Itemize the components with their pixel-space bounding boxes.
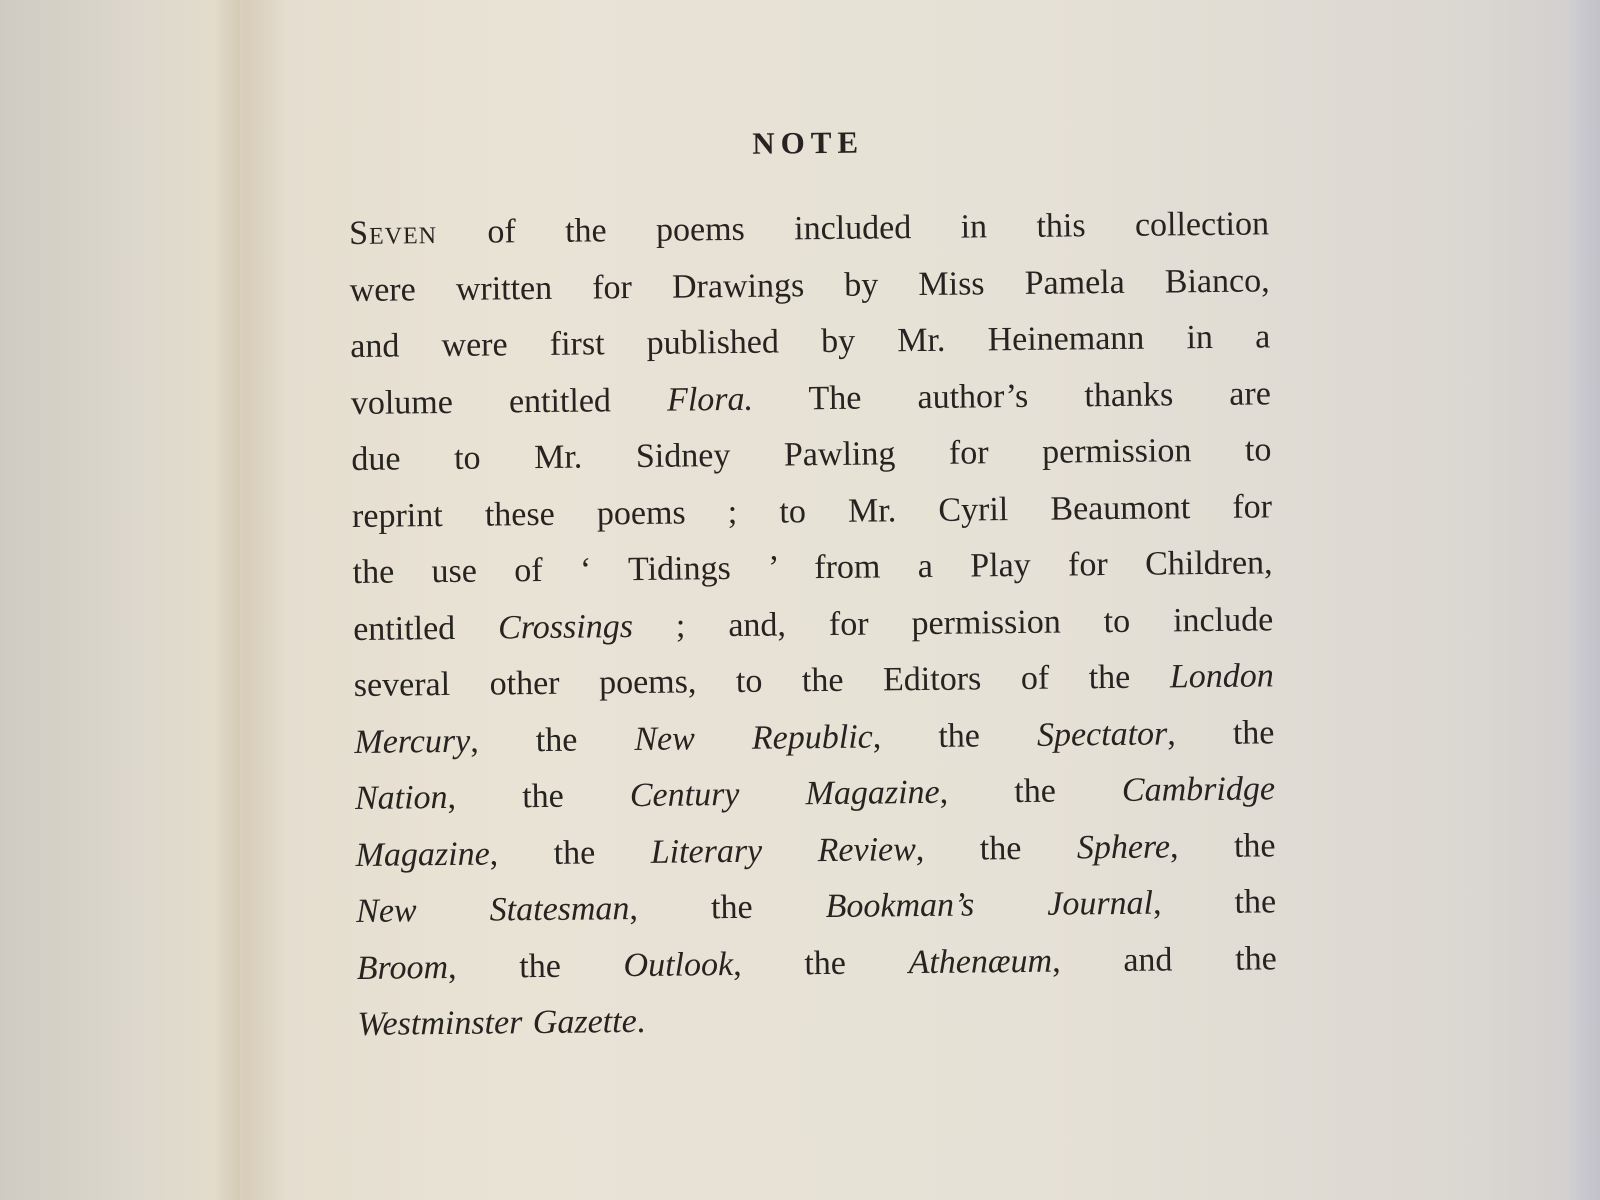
text-run: volume entitled <box>350 381 668 422</box>
text-run: due to Mr. Sidney Pawling for permission to <box>351 431 1272 478</box>
page-edge <box>1570 0 1600 1200</box>
text-run: , the <box>915 828 1078 868</box>
italic-title: Spectator <box>1036 714 1168 754</box>
text-line <box>355 761 1276 827</box>
text-line <box>355 818 1276 884</box>
text-run: of the poems included in this collection <box>487 205 1270 251</box>
text-run: reprint these poems ; to Mr. Cyril Beaumont for <box>351 487 1273 535</box>
italic-title: Literary Review <box>650 830 917 871</box>
text-line <box>354 648 1275 714</box>
text-line <box>356 931 1277 997</box>
text-line <box>352 479 1273 545</box>
text-line <box>349 196 1270 262</box>
text-run: , the <box>489 833 651 873</box>
text-line <box>349 253 1270 319</box>
italic-title: New Statesman <box>355 890 630 930</box>
text-run: entitled <box>353 608 499 648</box>
italic-title: New Republic <box>634 718 873 758</box>
text-run: were written for Drawings by Miss Pamela Bianco, <box>349 261 1270 309</box>
italic-title: Mercury <box>354 722 471 761</box>
italic-title: Bookman’s Journal <box>825 884 1154 926</box>
text-line <box>350 309 1271 375</box>
text-run: , the <box>872 716 1038 756</box>
text-line <box>354 705 1275 771</box>
text-line <box>351 422 1272 488</box>
text-run: , the <box>1152 883 1277 922</box>
book-gutter <box>215 0 285 1200</box>
text-run: , the <box>939 771 1123 811</box>
text-run: the use of ‘ Tidings ’ from a Play for Children, <box>352 544 1273 591</box>
italic-title: London <box>1169 657 1274 696</box>
italic-title: Westminster Gazette <box>357 1003 637 1043</box>
text-run: , the <box>1167 713 1275 752</box>
italic-title: Flora. <box>666 380 754 419</box>
text-line <box>352 535 1273 601</box>
text-run: , the <box>1169 826 1276 865</box>
italic-title: Athenæum <box>908 942 1053 981</box>
text-run: , the <box>629 888 826 928</box>
lead-word: Seven <box>348 213 488 252</box>
left-page <box>0 0 250 1200</box>
text-run: several other poems, to the Editors of the <box>353 658 1171 704</box>
text-run: and were first published by Mr. Heinemann in a <box>350 318 1271 365</box>
italic-title: Century Magazine <box>629 773 940 815</box>
text-line <box>353 592 1274 658</box>
note-text-block <box>348 120 1278 1053</box>
note-paragraph <box>349 196 1278 1053</box>
italic-title: Crossings <box>497 607 634 646</box>
italic-title: Cambridge <box>1121 770 1276 809</box>
text-line <box>357 987 1278 1053</box>
text-run: The author’s thanks are <box>752 374 1272 418</box>
text-run: ; and, for permission to include <box>632 600 1274 645</box>
text-run: , the <box>447 777 631 816</box>
italic-title: Magazine <box>355 835 490 874</box>
text-run: , the <box>732 943 909 983</box>
page-heading: NOTE <box>752 124 865 161</box>
text-line <box>351 366 1272 432</box>
italic-title: Outlook <box>623 945 734 984</box>
italic-title: Nation <box>354 778 448 817</box>
text-run: , the <box>447 946 624 986</box>
text-run: . <box>636 1002 646 1041</box>
italic-title: Sphere <box>1076 827 1171 866</box>
text-run: , and the <box>1051 939 1277 980</box>
text-run: , the <box>470 720 635 760</box>
text-line <box>356 874 1277 940</box>
italic-title: Broom <box>356 948 449 987</box>
